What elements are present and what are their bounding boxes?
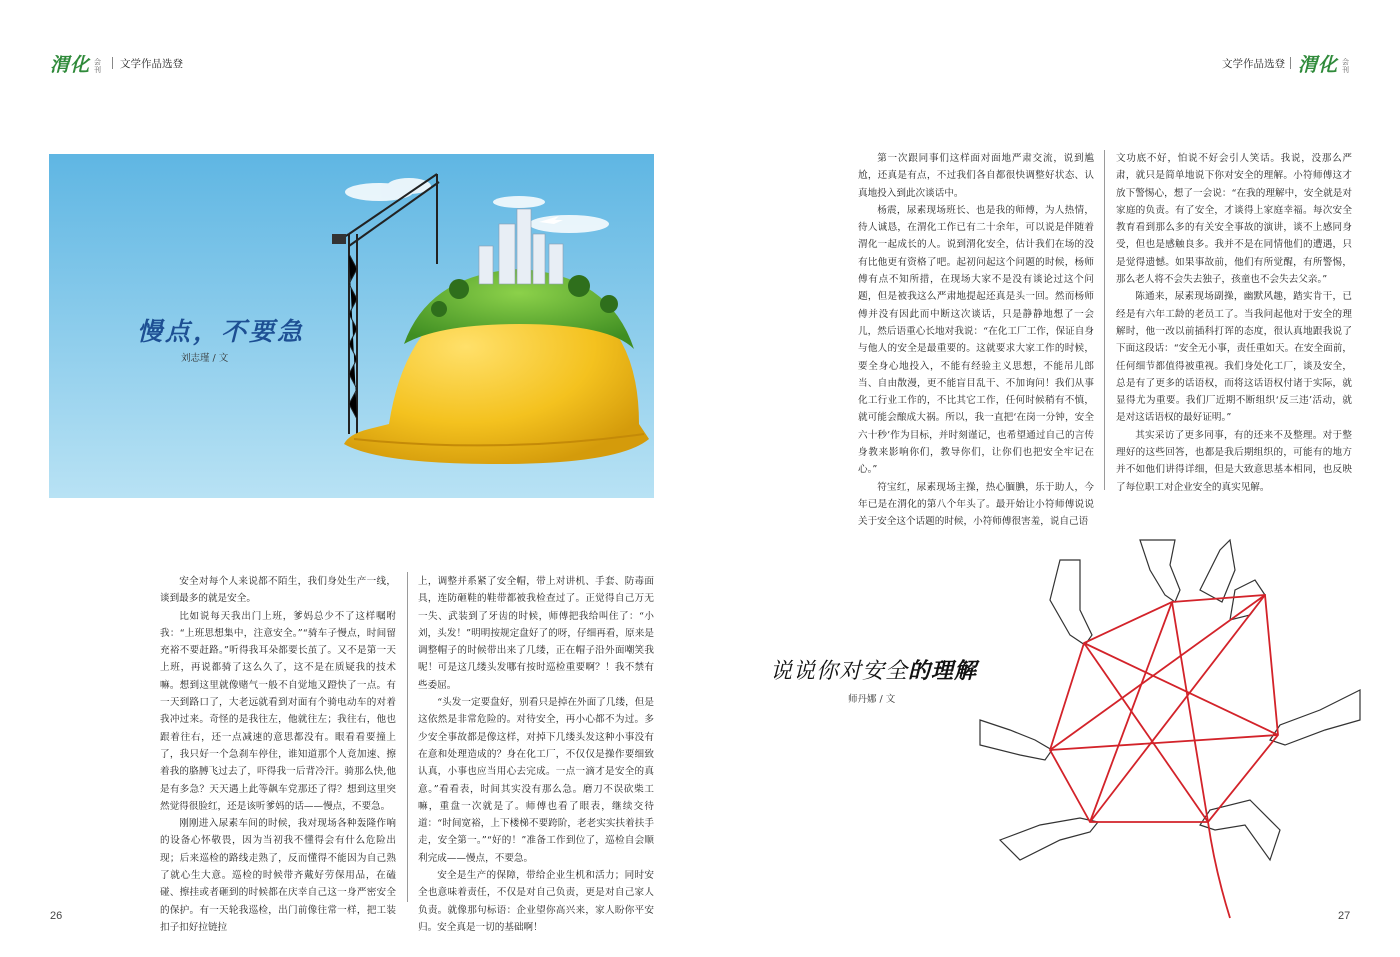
paragraph: 杨震，尿素现场班长、也是我的师傅，为人热情，待人诚恳，在渭化工作已有二十余年，可以说是伴随着渭化一起成长的人。说到渭化安全，估计我们在场的没有比他更有资格了吧。起初问起这个问题的时候，杨师傅有点不知所措，在现场大家不是没有谈论过这个问题，但是被我这么严肃地提起还真是头一回。然而杨师傅并没有因此而中断这次谈话，只是静静地想了一会儿，然后语重心长地对我说：“在化工厂工作，保证自身与他人的安全是最重要的。这就要求大家工作的时候，要全身心地投入，不能有经验主义思想，不能吊儿郎当、自由散漫，更不能盲目乱干、不加询问！我们从事化工行业工作的，不比其它工作，任何时候稍有不慎，就可能会酿成大祸。所以，我一直把‘在岗一分钟，安全六十秒’作为目标，并时刻谨记，也希望通过自己的言传身教来影响你们，教导你们，让你们也把安全牢记在心。”: [858, 204, 1094, 476]
left-header: [50, 50, 250, 74]
right-header: [1222, 50, 1362, 74]
paragraph: 刚刚进入尿素车间的时候，我对现场各种轰隆作响的设备心怀敬畏，因为当初我不懂得会有什么危险出现；后来巡检的路线走熟了，反而懂得不能因为自己熟了就心生大意。巡检的时候带齐戴好劳保用品，在磕碰、擦挂或者砸到的时候都在庆幸自己这一身严密安全的保护。有一天轮我巡检，出门前像往常一样，把工装扣子扣好拉链拉: [160, 818, 396, 933]
column-divider: [407, 572, 408, 902]
paragraph: “头发一定要盘好，别看只是掉在外面了几缕，但是这依然是非常危险的。对待安全，再小心都不为过。多少安全事故都是像这样，对掉下几缕头发这种小事没有在意和处理造成的？身在化工厂，不仅仅是操作要细致认真，小事也应当用心去完成。一点一滴才是安全的真意。”看看表，时间其实没有那么急。磨刀不误砍柴工嘛，重盘一次就是了。师傅也看了眼表，继续交待道：“时间宽裕，上下楼梯不要跨阶，老老实实扶着扶手走，安全第一。”“好的！”准备工作到位了，巡检自会顺利完成——慢点，不要急。: [418, 697, 654, 864]
paragraph: 文功底不好，怕说不好会引人笑话。我说，没那么严肃，就只是简单地说下你对安全的理解。小符师傅这才放下警惕心，想了一会说：“在我的理解中，安全就是对家庭的负责。有了安全，才谈得上家庭幸福。每次安全教育看到那么多的有关安全事故的演讲，谈不上感同身受，但也是感触良多。我并不是在同情他们的遭遇，只是觉得遗憾。如果事故前，他们有所觉醒，有所警惕，那么老人将不会失去独子，孩童也不会失去父亲。”: [1116, 153, 1352, 286]
page-number-right: 27: [1338, 910, 1351, 922]
paragraph: 陈通来，尿素现场副操，幽默风趣，踏实肯干，已经是有六年工龄的老员工了。当我问起他对于安全的理解时，他一改以前插科打诨的态度，很认真地跟我说了下面这段话：“安全无小事，责任重如天。在安全面前，任何细节都值得被重视。我们身处化工厂，谈及安全，总是有了更多的话语权，而将这话语权付诸于实际，就显得尤为重要。我们厂近期不断组织‘反三违’活动，就是对这话语权的最好证明。”: [1116, 291, 1352, 424]
paragraph: 第一次跟同事们这样面对面地严肃交流，说到尴尬，还真是有点，不过我们各自都很快调整好状态、认真地投入到此次谈话中。: [858, 153, 1094, 199]
article2-column-1: [858, 150, 1094, 528]
article1-column-1: [160, 573, 396, 933]
hands-string-illustration: [980, 540, 1360, 920]
article-title: [770, 654, 977, 685]
hands-star-artwork: [980, 540, 1360, 920]
article2-column-2: [1116, 150, 1352, 493]
logo-subtitle: 会刊: [94, 58, 101, 74]
title-bold: 的理解: [908, 658, 978, 684]
article-author: 师丹娜 / 文: [848, 694, 896, 705]
paragraph: 安全对每个人来说都不陌生，我们身处生产一线，谈到最多的就是安全。: [160, 576, 396, 605]
paragraph: 上，调整并系紧了安全帽，带上对讲机、手套、防毒面具，连防砸鞋的鞋带都被我检查过了。正觉得自己万无一失、武装到了牙齿的时候，师傅把我给叫住了：“小刘，头发！”明明按规定盘好了的呀，仔细再看，原来是调整帽子的时候带出来了几缕，正在帽子沿外面嘲笑我呢！可是这几缕头发哪有按时巡检重要啊？！我不禁有些委屈。: [418, 576, 654, 691]
logo-subtitle: 会刊: [1342, 58, 1349, 74]
paragraph: 符宝红，尿素现场主操，热心腼腆，乐于助人，今年已是在渭化的第八个年头了。最开始让小符师傅说说关于安全这个话题的时候，小符师傅很害羞，说自己语: [858, 481, 1094, 528]
section-title: 文学作品选登: [120, 58, 183, 70]
page-number-left: 26: [50, 910, 63, 922]
paragraph: 比如说每天我出门上班，爹妈总少不了这样嘱咐我：“上班思想集中，注意安全。”“骑车子慢点，时间留充裕不要赶路。”听得我耳朵都要长茧了。又不是第一天上班，再说都骑了这么久了，这不是在质疑我的技术嘛。想到这里就像赌气一般不自觉地又蹬快了一点。有一天到路口了，大老远就看到对面有个骑电动车的对着我冲过来。奇怪的是我往左，他就往左；我往右，他也跟着往右，还一点减速的意思都没有。眼看看要撞上了，我只好一个急刹车停住，谁知道那个人竟加速、擦着我的胳膊飞过去了，吓得我一后背冷汗。骑那么快,他是有多急？天天遇上此等飙车党那还了得？想到这里突然觉得很脸红，还是该听爹妈的话——慢点，不要急。: [160, 610, 396, 812]
paragraph: 安全是生产的保障，带给企业生机和活力；同时安全也意味着责任，不仅是对自己负责，更是对自己家人负责。就像那句标语：企业望你高兴来，家人盼你平安归。安全真是一切的基础啊！: [418, 870, 654, 933]
title-light: 说说你对安全: [770, 659, 909, 684]
article-author: 刘志瑾 / 文: [181, 353, 229, 364]
header-divider: [112, 57, 113, 69]
magazine-logo: 渭化: [1298, 54, 1339, 76]
article-title: 慢点，不要急: [137, 317, 306, 346]
article1-column-2: [418, 573, 654, 933]
magazine-logo: 渭化: [50, 54, 91, 76]
section-title: 文学作品选登: [1222, 58, 1285, 70]
hero-illustration: [49, 154, 654, 498]
column-divider: [1104, 150, 1105, 490]
header-divider: [1290, 57, 1291, 69]
paragraph: 其实采访了更多同事，有的还来不及整理。对于整理好的这些回答，也都是我后期组织的，可能有的地方并不如他们讲得详细，但是大致意思基本相同，也反映了每位职工对企业安全的真实见解。: [1116, 429, 1352, 493]
